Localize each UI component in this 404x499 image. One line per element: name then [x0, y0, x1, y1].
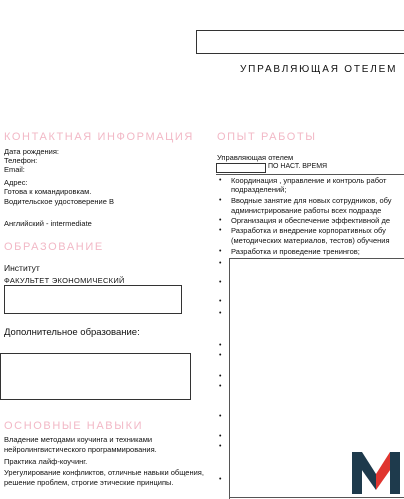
- bullet: •: [219, 260, 222, 267]
- duty-line: Координация , управление и контроль работ: [231, 176, 387, 185]
- travel-text: Готова к командировкам.: [4, 187, 92, 196]
- bullet: •: [219, 197, 222, 204]
- bullet: •: [219, 279, 222, 286]
- faculty-label: ФАКУЛЬТЕТ ЭКОНОМИЧЕСКИЙ: [4, 276, 125, 285]
- bullet: •: [219, 383, 222, 390]
- bullet: •: [219, 476, 222, 483]
- job-title: Управляющая отелем: [217, 153, 294, 162]
- experience-heading: ОПЫТ РАБОТЫ: [217, 131, 317, 143]
- duty-line: Вводные занятие для новых сотрудников, обу: [231, 196, 392, 205]
- duty-line: Организация и обеспечение эффективной де: [231, 216, 390, 225]
- bullet: •: [219, 352, 222, 359]
- date-box: [216, 163, 266, 173]
- english-level: Английский - intermediate: [4, 219, 92, 228]
- bullet: •: [219, 177, 222, 184]
- bullet: •: [219, 248, 222, 255]
- table-left-line: [229, 258, 230, 499]
- skills-heading: ОСНОВНЫЕ НАВЫКИ: [4, 420, 144, 432]
- bullet: •: [219, 310, 222, 317]
- duty-line: Разработка и внедрение корпоративных обу: [231, 226, 386, 235]
- position-title: УПРАВЛЯЮЩАЯ ОТЕЛЕМ: [240, 64, 398, 75]
- duty-line: подразделений;: [231, 185, 287, 194]
- table-line: [229, 258, 404, 259]
- duty-line: (методических материалов, тестов) обучения: [231, 236, 390, 245]
- skill-item: Практика лайф-коучинг.: [4, 457, 88, 466]
- additional-education-label: Дополнительное образование:: [4, 327, 140, 338]
- email-label: Email:: [4, 165, 25, 174]
- bullet: •: [219, 443, 222, 450]
- education-heading: ОБРАЗОВАНИЕ: [4, 241, 104, 253]
- bullet: •: [219, 433, 222, 440]
- address-label: Адрес:: [4, 178, 28, 187]
- license-text: Водительское удостоверение В: [4, 197, 114, 206]
- additional-education-box: [0, 353, 191, 400]
- job-divider: [216, 174, 404, 175]
- institute-label: Институт: [4, 263, 40, 273]
- skill-item: Урегулирование конфликтов, отличные навыки общения, решение проблем, строгие этические принципы.: [4, 468, 204, 487]
- bullet: •: [219, 413, 222, 420]
- bullet: •: [219, 298, 222, 305]
- duty-line: Разработка и проведение тренингов;: [231, 247, 360, 256]
- bullet: •: [219, 373, 222, 380]
- faculty-box: [4, 285, 182, 314]
- name-field-box: [196, 30, 404, 54]
- skill-item: Владение методами коучинга и техниками нейролингвистического программирования.: [4, 435, 157, 454]
- contact-heading: КОНТАКТНАЯ ИНФОРМАЦИЯ: [4, 131, 194, 143]
- m-logo-icon: [352, 452, 400, 494]
- job-period: ПО НАСТ. ВРЕМЯ: [268, 163, 328, 170]
- bullet: •: [219, 227, 222, 234]
- phone-label: Телефон:: [4, 156, 38, 165]
- bullet: •: [219, 342, 222, 349]
- birth-label: Дата рождения:: [4, 147, 59, 156]
- table-line: [229, 497, 404, 498]
- bullet: •: [219, 217, 222, 224]
- duty-line: администрирование работы всех подразде: [231, 206, 382, 215]
